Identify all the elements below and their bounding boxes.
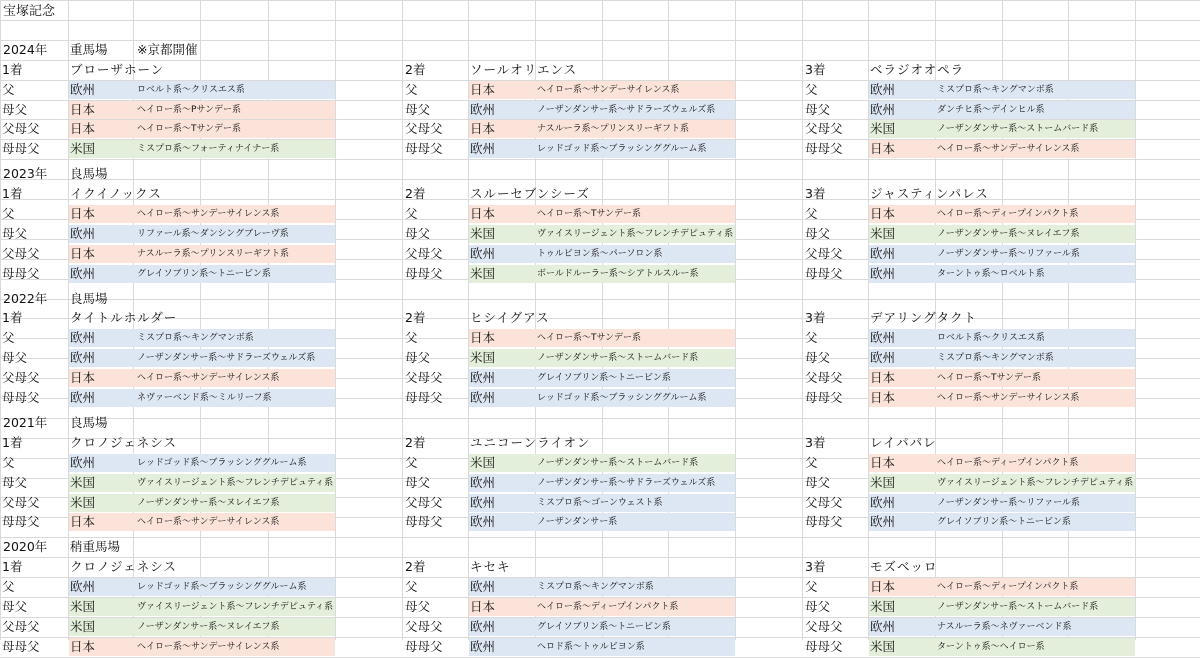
horse-name-cell[interactable]: モズベッロ — [870, 559, 938, 574]
sire-line-cell[interactable]: ヘイロー系～ディープインパクト系 — [937, 582, 1079, 592]
place-cell[interactable]: 3着 — [805, 186, 826, 201]
region-cell[interactable]: 日本 — [470, 599, 496, 614]
relation-cell[interactable]: 母母父 — [405, 266, 443, 281]
relation-cell[interactable]: 母父 — [805, 599, 831, 614]
sire-line-cell[interactable]: ノーザンダンサー系～ストームバード系 — [937, 602, 1099, 612]
sire-line-cell[interactable]: ターントゥ系～ロベルト系 — [937, 269, 1045, 279]
region-cell[interactable]: 米国 — [70, 141, 96, 156]
region-cell[interactable]: 欧州 — [870, 330, 896, 345]
region-cell[interactable]: 日本 — [870, 206, 896, 221]
relation-cell[interactable]: 母父 — [405, 350, 431, 365]
going-cell[interactable]: 良馬場 — [70, 415, 108, 430]
relation-cell[interactable]: 母母父 — [405, 141, 443, 156]
region-cell[interactable]: 欧州 — [470, 579, 496, 594]
relation-cell[interactable]: 母母父 — [805, 639, 843, 654]
sire-line-cell[interactable]: ボールドルーラー系～シアトルスルー系 — [537, 269, 699, 279]
relation-cell[interactable]: 母母父 — [805, 141, 843, 156]
sire-line-cell[interactable]: ノーザンダンサー系～リファール系 — [937, 498, 1080, 508]
region-cell[interactable]: 米国 — [70, 475, 96, 490]
relation-cell[interactable]: 父 — [405, 82, 418, 97]
sire-line-cell[interactable]: ヘイロー系～Tサンデー系 — [937, 373, 1042, 383]
relation-cell[interactable]: 母父 — [805, 226, 831, 241]
sire-line-cell[interactable]: グレイソブリン系～トニービン系 — [537, 373, 671, 383]
place-cell[interactable]: 1着 — [2, 559, 23, 574]
sire-line-cell[interactable]: グレイソブリン系～トニービン系 — [137, 269, 271, 279]
sire-line-cell[interactable]: ダンチヒ系～デインヒル系 — [937, 105, 1045, 115]
grid-row-line — [0, 199, 1200, 200]
region-cell[interactable]: 欧州 — [70, 330, 96, 345]
sheet-title[interactable]: 宝塚記念 — [3, 4, 56, 19]
region-cell[interactable]: 欧州 — [470, 514, 496, 529]
region-cell[interactable]: 日本 — [70, 370, 96, 385]
place-cell[interactable]: 1着 — [2, 62, 23, 77]
venue-note[interactable]: ※京都開催 — [137, 42, 198, 57]
region-cell[interactable]: 日本 — [70, 514, 96, 529]
grid-row-line — [0, 159, 1200, 160]
region-cell[interactable]: 欧州 — [470, 619, 496, 634]
region-cell[interactable]: 米国 — [870, 226, 896, 241]
region-cell[interactable]: 米国 — [470, 350, 496, 365]
sire-line-cell[interactable]: ヘイロー系～ディープインパクト系 — [937, 209, 1079, 219]
relation-cell[interactable]: 父母父 — [405, 619, 443, 634]
region-cell[interactable]: 欧州 — [70, 455, 96, 470]
region-cell[interactable]: 欧州 — [870, 350, 896, 365]
relation-cell[interactable]: 母父 — [405, 475, 431, 490]
relation-cell[interactable]: 父 — [2, 82, 15, 97]
sire-line-cell[interactable]: ノーザンダンサー系～サドラーズウェルズ系 — [537, 105, 716, 115]
region-cell[interactable]: 日本 — [470, 121, 496, 136]
relation-cell[interactable]: 父母父 — [805, 246, 843, 261]
sire-line-cell[interactable]: レッドゴッド系～ブラッシンググルーム系 — [137, 458, 307, 468]
place-cell[interactable]: 1着 — [2, 310, 23, 325]
sire-line-cell[interactable]: ヘイロー系～サンデーサイレンス系 — [137, 642, 280, 652]
relation-cell[interactable]: 母父 — [405, 226, 431, 241]
place-cell[interactable]: 1着 — [2, 186, 23, 201]
sire-line-cell[interactable]: ヘイロー系～サンデーサイレンス系 — [937, 393, 1080, 403]
sire-line-cell[interactable]: ノーザンダンサー系～サドラーズウェルズ系 — [137, 353, 316, 363]
place-cell[interactable]: 3着 — [805, 435, 826, 450]
region-cell[interactable]: 米国 — [470, 266, 496, 281]
year-cell[interactable]: 2022年 — [3, 291, 48, 306]
region-cell[interactable]: 欧州 — [470, 495, 496, 510]
region-cell[interactable]: 欧州 — [70, 82, 96, 97]
sire-line-cell[interactable]: ロベルト系～クリスエス系 — [937, 333, 1045, 343]
relation-cell[interactable]: 父母父 — [405, 121, 443, 136]
relation-cell[interactable]: 母母父 — [2, 266, 40, 281]
relation-cell[interactable]: 母母父 — [405, 639, 443, 654]
place-cell[interactable]: 3着 — [805, 62, 826, 77]
relation-cell[interactable]: 父 — [405, 455, 418, 470]
horse-name-cell[interactable]: レイパパレ — [870, 435, 937, 450]
grid-column-line — [802, 0, 803, 640]
grid-column-line — [335, 0, 336, 640]
sire-line-cell[interactable]: ナスルーラ系～プリンスリーギフト系 — [137, 249, 290, 259]
grid-row-line — [0, 179, 1200, 180]
relation-cell[interactable]: 父 — [2, 330, 15, 345]
region-cell[interactable]: 欧州 — [870, 82, 896, 97]
region-cell[interactable]: 米国 — [70, 599, 96, 614]
relation-cell[interactable]: 父 — [805, 330, 818, 345]
sire-line-cell[interactable]: ヴァイスリージェント系～フレンチデピュティ系 — [937, 478, 1134, 488]
sire-line-cell[interactable]: ノーザンダンサー系～ヌレイエフ系 — [937, 229, 1080, 239]
region-cell[interactable]: 欧州 — [870, 514, 896, 529]
region-cell[interactable]: 欧州 — [470, 102, 496, 117]
year-cell[interactable]: 2024年 — [3, 42, 48, 57]
relation-cell[interactable]: 母父 — [805, 102, 831, 117]
horse-name-cell[interactable]: イクイノックス — [70, 186, 162, 201]
relation-cell[interactable]: 母母父 — [805, 390, 843, 405]
horse-name-cell[interactable]: デアリングタクト — [870, 310, 978, 325]
relation-cell[interactable]: 母母父 — [405, 514, 443, 529]
sire-line-cell[interactable]: ナスルーラ系～プリンスリーギフト系 — [537, 124, 690, 134]
sire-line-cell[interactable]: グレイソブリン系～トニービン系 — [537, 622, 671, 632]
region-cell[interactable]: 欧州 — [70, 350, 96, 365]
sire-line-cell[interactable]: ヴァイスリージェント系～フレンチデピュティ系 — [137, 478, 334, 488]
region-cell[interactable]: 米国 — [870, 121, 896, 136]
year-cell[interactable]: 2023年 — [3, 166, 48, 181]
region-cell[interactable]: 日本 — [70, 206, 96, 221]
relation-cell[interactable]: 母父 — [2, 226, 28, 241]
sire-line-cell[interactable]: ノーザンダンサー系～ストームバード系 — [537, 353, 699, 363]
sire-line-cell[interactable]: グレイソブリン系～トニービン系 — [937, 517, 1071, 527]
relation-cell[interactable]: 父母父 — [2, 495, 40, 510]
grid-row-line — [0, 557, 1200, 558]
sire-line-cell[interactable]: ヘイロー系～Pサンデー系 — [137, 105, 241, 115]
region-cell[interactable]: 日本 — [470, 206, 496, 221]
relation-cell[interactable]: 母父 — [805, 350, 831, 365]
sire-line-cell[interactable]: ヘイロー系～サンデーサイレンス系 — [537, 85, 680, 95]
region-cell[interactable]: 米国 — [70, 495, 96, 510]
relation-cell[interactable]: 父母父 — [805, 619, 843, 634]
region-cell[interactable]: 欧州 — [470, 141, 496, 156]
grid-column-line — [735, 0, 736, 640]
region-cell[interactable]: 日本 — [870, 141, 896, 156]
relation-cell[interactable]: 父母父 — [805, 121, 843, 136]
region-cell[interactable]: 欧州 — [470, 639, 496, 654]
region-cell[interactable]: 欧州 — [470, 475, 496, 490]
relation-cell[interactable]: 母母父 — [2, 141, 40, 156]
relation-cell[interactable]: 父母父 — [405, 370, 443, 385]
region-cell[interactable]: 欧州 — [70, 266, 96, 281]
relation-cell[interactable]: 母父 — [2, 102, 28, 117]
relation-cell[interactable]: 母父 — [805, 475, 831, 490]
grid-row-line — [0, 0, 1200, 1]
relation-cell[interactable]: 父母父 — [2, 246, 40, 261]
grid-row-line — [0, 438, 1200, 439]
sire-line-cell[interactable]: ヴァイスリージェント系～フレンチデピュティ系 — [137, 602, 334, 612]
region-cell[interactable]: 日本 — [70, 639, 96, 654]
sire-line-cell[interactable]: レッドゴッド系～ブラッシンググルーム系 — [137, 582, 307, 592]
region-cell[interactable]: 欧州 — [870, 266, 896, 281]
sire-line-cell[interactable]: ヘイロー系～サンデーサイレンス系 — [937, 144, 1080, 154]
sire-line-cell[interactable]: ヘイロー系～ディープインパクト系 — [937, 458, 1079, 468]
going-cell[interactable]: 重馬場 — [70, 42, 108, 57]
region-cell[interactable]: 日本 — [470, 330, 496, 345]
sire-line-cell[interactable]: ノーザンダンサー系～サドラーズウェルズ系 — [537, 478, 716, 488]
sire-line-cell[interactable]: レッドゴッド系～ブラッシンググルーム系 — [537, 393, 707, 403]
sire-line-cell[interactable]: ヘイロー系～サンデーサイレンス系 — [137, 209, 280, 219]
sire-line-cell[interactable]: ヘロド系～トゥルビヨン系 — [537, 642, 645, 652]
relation-cell[interactable]: 父 — [405, 579, 418, 594]
relation-cell[interactable]: 父 — [805, 579, 818, 594]
region-cell[interactable]: 欧州 — [870, 246, 896, 261]
sire-line-cell[interactable]: ヘイロー系～Tサンデー系 — [137, 124, 242, 134]
place-cell[interactable]: 2着 — [405, 310, 426, 325]
going-cell[interactable]: 稍重馬場 — [70, 539, 121, 554]
relation-cell[interactable]: 父母父 — [2, 619, 40, 634]
sire-line-cell[interactable]: ミスプロ系～ゴーンウェスト系 — [537, 498, 663, 508]
place-cell[interactable]: 2着 — [405, 435, 426, 450]
region-cell[interactable]: 欧州 — [870, 619, 896, 634]
relation-cell[interactable]: 父 — [805, 455, 818, 470]
sire-line-cell[interactable]: ミスプロ系～キングマンボ系 — [137, 333, 254, 343]
relation-cell[interactable]: 母母父 — [2, 514, 40, 529]
relation-cell[interactable]: 父 — [2, 206, 15, 221]
grid-column-line — [0, 0, 1, 640]
place-cell[interactable]: 2着 — [405, 62, 426, 77]
sire-line-cell[interactable]: ノーザンダンサー系～ヌレイエフ系 — [137, 622, 280, 632]
relation-cell[interactable]: 母母父 — [405, 390, 443, 405]
grid-row-line — [0, 20, 1200, 21]
sire-line-cell[interactable]: ターントゥ系～ヘイロー系 — [937, 642, 1045, 652]
region-cell[interactable]: 欧州 — [470, 246, 496, 261]
sire-line-cell[interactable]: ノーザンダンサー系～ヌレイエフ系 — [137, 498, 280, 508]
region-cell[interactable]: 欧州 — [70, 390, 96, 405]
region-cell[interactable]: 米国 — [470, 226, 496, 241]
sire-line-cell[interactable]: ネヴァーベンド系～ミルリーフ系 — [137, 393, 272, 403]
sire-line-cell[interactable]: ミスプロ系～キングマンボ系 — [537, 582, 654, 592]
relation-cell[interactable]: 父母父 — [2, 121, 40, 136]
grid-row-line — [0, 299, 1200, 300]
grid-column-line — [402, 0, 403, 640]
region-cell[interactable]: 米国 — [870, 639, 896, 654]
horse-name-cell[interactable]: タイトルホルダー — [70, 310, 178, 325]
relation-cell[interactable]: 父母父 — [405, 495, 443, 510]
place-cell[interactable]: 3着 — [805, 559, 826, 574]
sire-line-cell[interactable]: ヘイロー系～Tサンデー系 — [537, 333, 642, 343]
grid-row-line — [0, 418, 1200, 419]
horse-name-cell[interactable]: ジャスティンパレス — [870, 186, 989, 201]
sire-line-cell[interactable]: ヘイロー系～Tサンデー系 — [537, 209, 642, 219]
horse-name-cell[interactable]: スルーセブンシーズ — [470, 186, 590, 201]
region-cell[interactable]: 米国 — [870, 599, 896, 614]
region-cell[interactable]: 日本 — [870, 579, 896, 594]
sire-line-cell[interactable]: ロベルト系～クリスエス系 — [137, 85, 245, 95]
sire-line-cell[interactable]: ノーザンダンサー系～リファール系 — [937, 249, 1080, 259]
relation-cell[interactable]: 父母父 — [2, 370, 40, 385]
year-cell[interactable]: 2020年 — [3, 539, 48, 554]
sire-line-cell[interactable]: ノーザンダンサー系～ストームバード系 — [537, 458, 699, 468]
grid-row-line — [0, 318, 1200, 319]
relation-cell[interactable]: 母母父 — [805, 514, 843, 529]
sire-line-cell[interactable]: ノーザンダンサー系 — [537, 517, 618, 527]
grid-column-line — [1135, 0, 1136, 640]
relation-cell[interactable]: 父 — [405, 206, 418, 221]
region-cell[interactable]: 日本 — [870, 455, 896, 470]
horse-name-cell[interactable]: ソールオリエンス — [470, 62, 578, 77]
region-cell[interactable]: 欧州 — [870, 495, 896, 510]
going-cell[interactable]: 良馬場 — [70, 166, 108, 181]
grid-row-line — [0, 537, 1200, 538]
relation-cell[interactable]: 母父 — [405, 102, 431, 117]
region-cell[interactable]: 日本 — [870, 390, 896, 405]
sire-line-cell[interactable]: ヘイロー系～サンデーサイレンス系 — [137, 373, 280, 383]
place-cell[interactable]: 3着 — [805, 310, 826, 325]
relation-cell[interactable]: 母父 — [2, 350, 28, 365]
relation-cell[interactable]: 父 — [2, 579, 15, 594]
region-cell[interactable]: 欧州 — [470, 390, 496, 405]
sire-line-cell[interactable]: ヘイロー系～ディープインパクト系 — [537, 602, 679, 612]
going-cell[interactable]: 良馬場 — [70, 291, 108, 306]
relation-cell[interactable]: 父 — [805, 82, 818, 97]
region-cell[interactable]: 米国 — [70, 619, 96, 634]
region-cell[interactable]: 欧州 — [70, 579, 96, 594]
sire-line-cell[interactable]: ミスプロ系～キングマンボ系 — [937, 353, 1054, 363]
horse-name-cell[interactable]: キセキ — [470, 559, 511, 574]
sire-line-cell[interactable]: レッドゴッド系～ブラッシンググルーム系 — [537, 144, 707, 154]
relation-cell[interactable]: 母父 — [2, 599, 28, 614]
relation-cell[interactable]: 父母父 — [405, 246, 443, 261]
sire-line-cell[interactable]: ミスプロ系～フォーティナイナー系 — [137, 144, 280, 154]
region-cell[interactable]: 米国 — [470, 455, 496, 470]
sire-line-cell[interactable]: ノーザンダンサー系～ストームバード系 — [937, 124, 1099, 134]
region-cell[interactable]: 日本 — [70, 102, 96, 117]
relation-cell[interactable]: 父母父 — [805, 370, 843, 385]
horse-name-cell[interactable]: クロノジェネシス — [70, 559, 177, 574]
region-cell[interactable]: 欧州 — [70, 226, 96, 241]
region-cell[interactable]: 欧州 — [470, 370, 496, 385]
horse-name-cell[interactable]: クロノジェネシス — [70, 435, 177, 450]
year-cell[interactable]: 2021年 — [3, 415, 48, 430]
sire-line-cell[interactable]: リファール系～ダンシングブレーヴ系 — [137, 229, 289, 239]
region-cell[interactable]: 米国 — [870, 475, 896, 490]
relation-cell[interactable]: 母母父 — [2, 390, 40, 405]
region-cell[interactable]: 日本 — [870, 370, 896, 385]
region-cell[interactable]: 日本 — [470, 82, 496, 97]
horse-name-cell[interactable]: ブローザホーン — [70, 62, 165, 77]
region-cell[interactable]: 欧州 — [870, 102, 896, 117]
place-cell[interactable]: 2着 — [405, 186, 426, 201]
relation-cell[interactable]: 父 — [2, 455, 15, 470]
sire-line-cell[interactable]: ミスプロ系～キングマンボ系 — [937, 85, 1054, 95]
grid-row-line — [0, 60, 1200, 61]
relation-cell[interactable]: 母父 — [405, 599, 431, 614]
relation-cell[interactable]: 母父 — [2, 475, 28, 490]
relation-cell[interactable]: 母母父 — [2, 639, 40, 654]
sire-line-cell[interactable]: ヴァイスリージェント系～フレンチデピュティ系 — [537, 229, 734, 239]
horse-name-cell[interactable]: ベラジオオペラ — [870, 62, 965, 77]
relation-cell[interactable]: 父母父 — [805, 495, 843, 510]
horse-name-cell[interactable]: ユニコーンライオン — [470, 435, 591, 450]
place-cell[interactable]: 2着 — [405, 559, 426, 574]
region-cell[interactable]: 日本 — [70, 246, 96, 261]
relation-cell[interactable]: 父 — [805, 206, 818, 221]
relation-cell[interactable]: 母母父 — [805, 266, 843, 281]
sire-line-cell[interactable]: ヘイロー系～サンデーサイレンス系 — [137, 517, 280, 527]
horse-name-cell[interactable]: ヒシイグアス — [470, 310, 550, 325]
region-cell[interactable]: 日本 — [70, 121, 96, 136]
sire-line-cell[interactable]: トゥルビヨン系～パーソロン系 — [537, 249, 663, 259]
sire-line-cell[interactable]: ナスルーラ系～ネヴァーベンド系 — [937, 622, 1072, 632]
place-cell[interactable]: 1着 — [2, 435, 23, 450]
relation-cell[interactable]: 父 — [405, 330, 418, 345]
